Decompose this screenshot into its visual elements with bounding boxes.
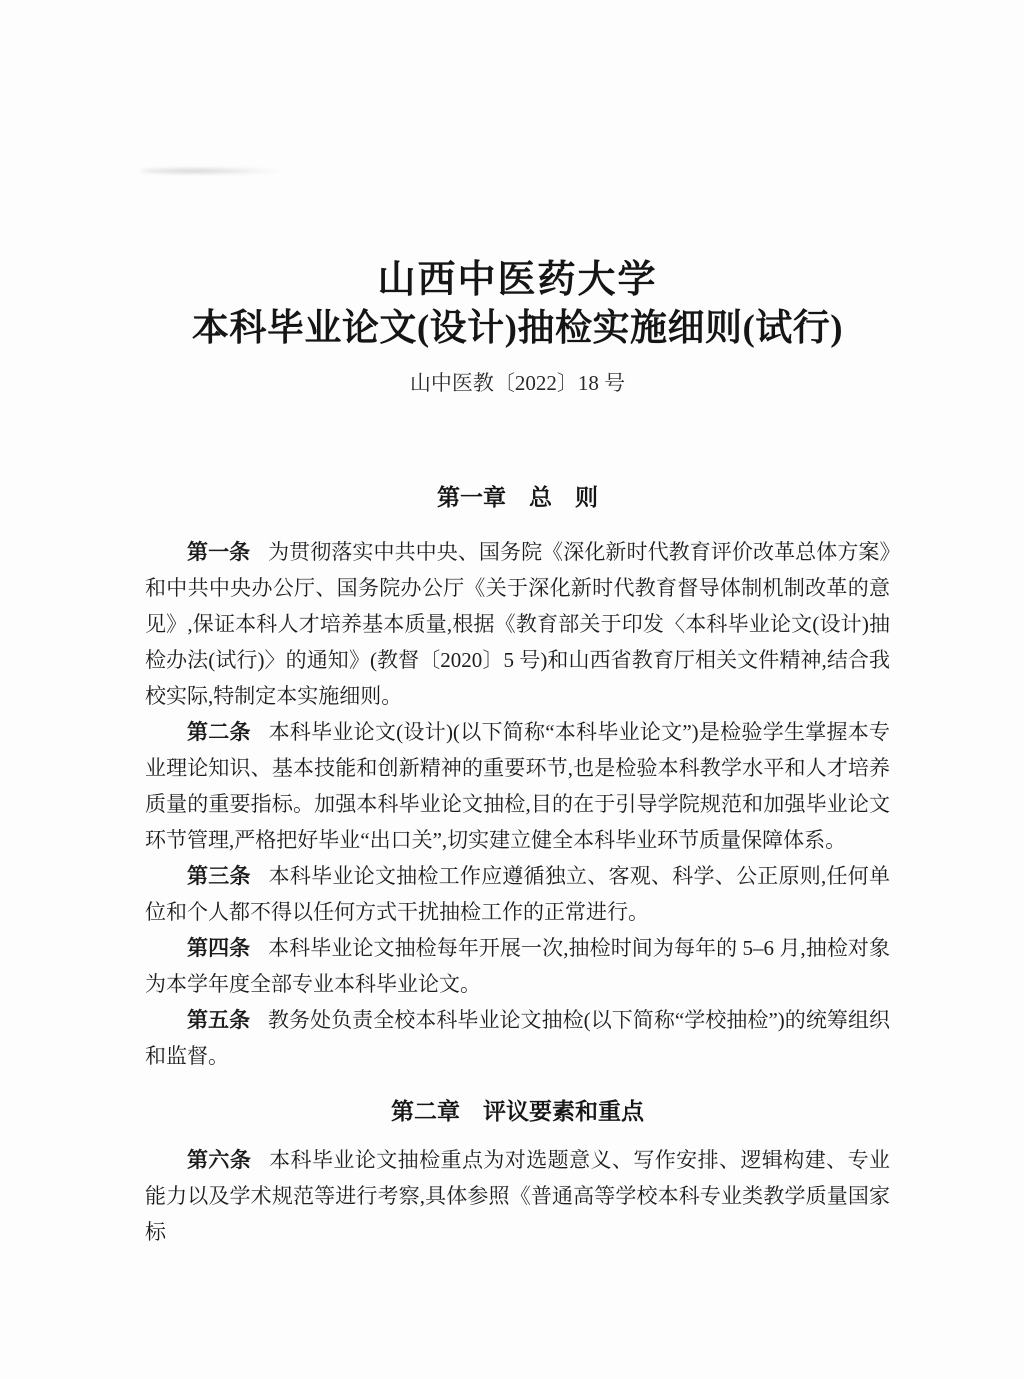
document-title <box>145 0 890 354</box>
article-5-text: 教务处负责全校本科毕业论文抽检(以下简称“学校抽检”)的统筹组织和监督。 <box>145 1008 890 1068</box>
scan-artifact-smudge <box>140 167 280 175</box>
article-5-label: 第五条 <box>187 1008 251 1032</box>
article-2-paragraph <box>145 714 890 858</box>
article-6-label: 第六条 <box>187 1148 252 1172</box>
article-2-label: 第二条 <box>187 720 251 744</box>
chapter-2-heading: 第二章 评议要素和重点 <box>391 1098 644 1124</box>
article-3-text: 本科毕业论文抽检工作应遵循独立、客观、科学、公正原则,任何单位和个人都不得以任何方式干扰抽检工作的正常进行。 <box>145 864 891 924</box>
article-6-paragraph <box>145 1142 890 1250</box>
article-4-label: 第四条 <box>187 936 251 960</box>
article-3-label: 第三条 <box>187 864 251 888</box>
article-3-paragraph <box>145 858 890 930</box>
article-6-text: 本科毕业论文抽检重点为对选题意义、写作安排、逻辑构建、专业能力以及学术规范等进行考察,具体参照《普通高等学校本科专业类教学质量国家标 <box>145 1148 891 1244</box>
document-number: 山中医教〔2022〕18 号 <box>409 371 626 395</box>
article-1-paragraph <box>145 534 890 714</box>
article-1-label: 第一条 <box>187 540 251 564</box>
chapter-1 <box>145 482 890 1074</box>
article-4-paragraph <box>145 930 890 1002</box>
chapter-1-heading: 第一章 总 则 <box>437 484 598 510</box>
article-2-text: 本科毕业论文(设计)(以下简称“本科毕业论文”)是检验学生掌握本专业理论知识、基本技能和创新精神的重要环节,也是检验本科教学水平和人才培养质量的重要指标。加强本科毕业论文抽检,目的在于引导学院规范和加强毕业论文环节管理,严格把好毕业“出口关”,切实建立健全本科毕业环节质量保障体系。 <box>145 720 890 852</box>
chapter-2-body <box>145 1142 890 1250</box>
title-line-1: 山西中医药大学 <box>377 259 658 301</box>
article-5-paragraph <box>145 1002 890 1074</box>
title-line-2: 本科毕业论文(设计)抽检实施细则(试行) <box>191 308 844 349</box>
document-header <box>145 0 890 396</box>
article-1-text: 为贯彻落实中共中央、国务院《深化新时代教育评价改革总体方案》和中共中央办公厅、国务院办公厅《关于深化新时代教育督导体制机制改革的意见》,保证本科人才培养基本质量,根据《教育部关于印发〈本科毕业论文(设计)抽检办法(试行)〉的通知》(教督〔2020〕5 号)和山西省教育厅相关文件精神,结合我校实际,特制定本实施细则。 <box>145 540 890 708</box>
chapter-1-body <box>145 534 890 1074</box>
article-4-text: 本科毕业论文抽检每年开展一次,抽检时间为每年的 5–6 月,抽检对象为本学年度全部专业本科毕业论文。 <box>145 936 891 996</box>
chapter-2 <box>145 1096 890 1250</box>
